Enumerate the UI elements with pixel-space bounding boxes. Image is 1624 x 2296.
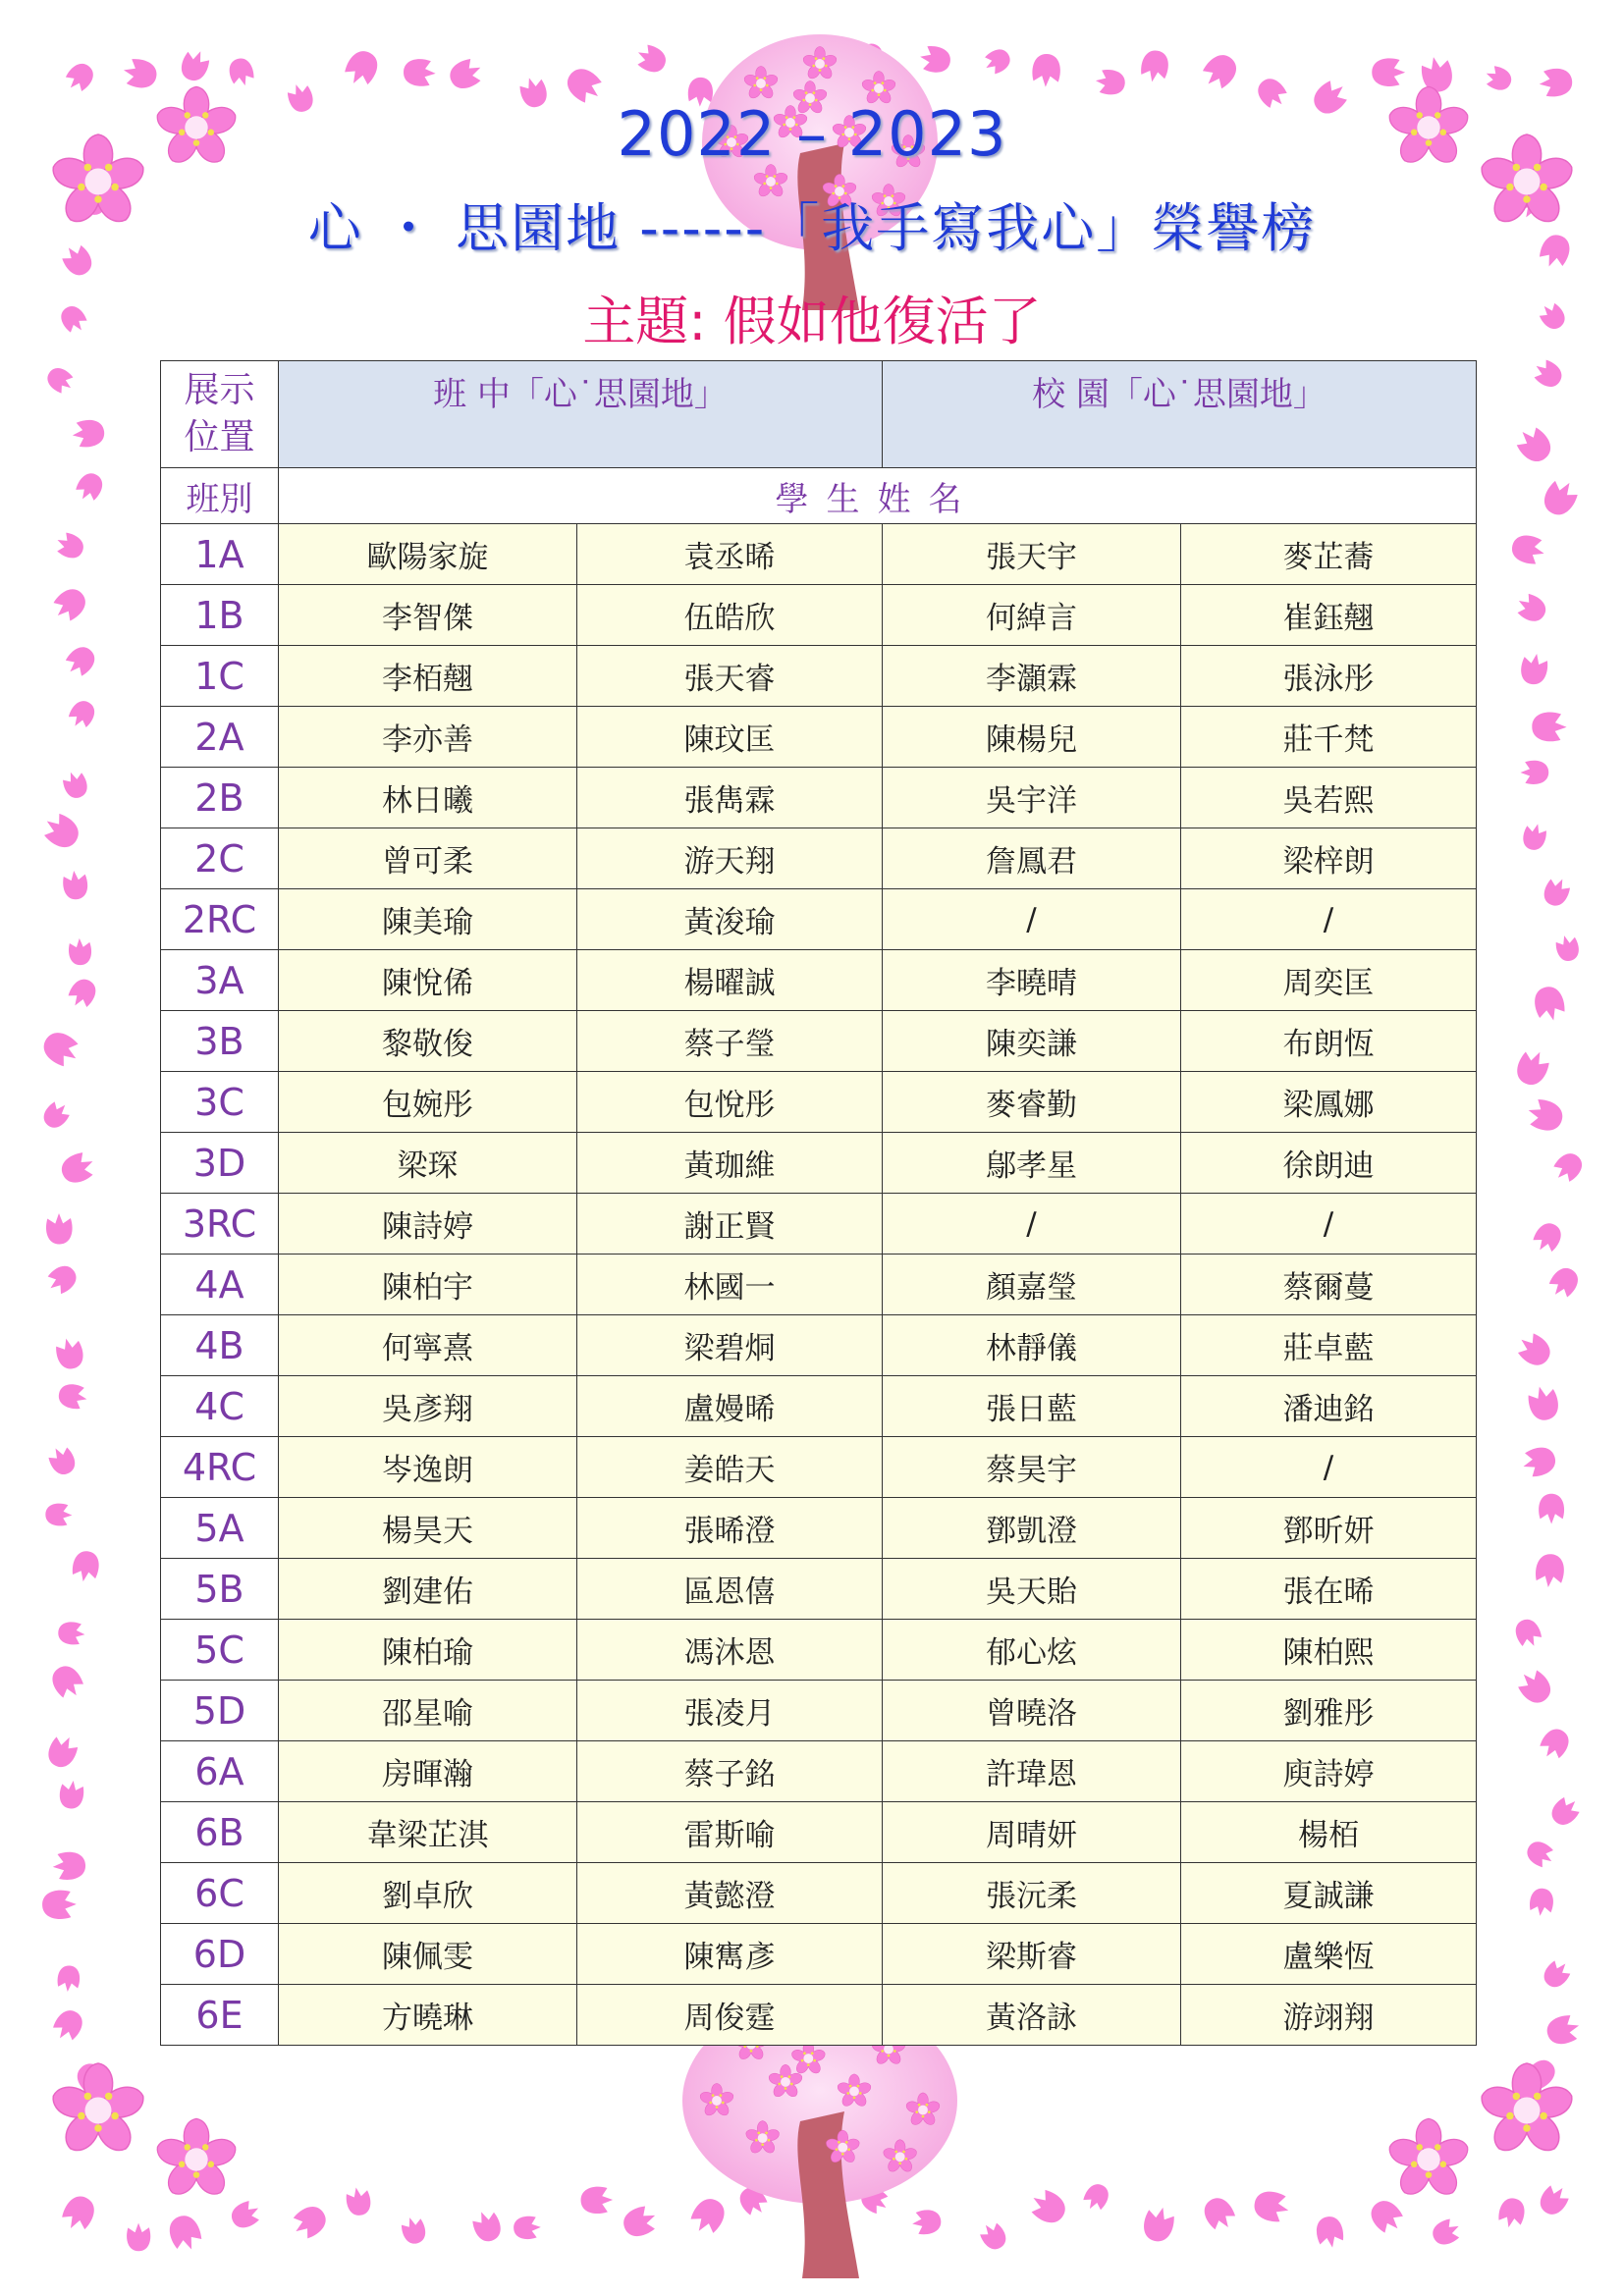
petal-icon [39,1097,74,1132]
table-row [161,1924,1477,1985]
table-row [161,950,1477,1011]
table-row [161,1255,1477,1315]
student-name-cell: 馮沐恩 [577,1620,883,1681]
display-position-header [161,361,279,468]
petal-icon [48,583,90,625]
student-name-cell: 包婉彤 [279,1072,577,1133]
student-name-cell: 楊栢 [1181,1802,1477,1863]
student-name-cell: 黃浚瑜 [577,889,883,950]
petal-icon [1026,2185,1071,2228]
student-name-cell: 陳玟匡 [577,707,883,768]
petal-icon [514,2216,542,2240]
petal-icon [1032,53,1061,87]
table-row [161,585,1477,646]
petal-icon [1512,422,1557,467]
table-row [161,1741,1477,1802]
student-name-cell: 雷斯喻 [577,1802,883,1863]
student-names-header: 學生姓名 [279,468,1477,524]
petal-icon [1524,1096,1566,1135]
class-cell: 6A [161,1741,279,1802]
student-name-cell: 鄔孝星 [883,1133,1181,1194]
student-name-cell: 盧嫚晞 [577,1376,883,1437]
student-name-cell: 梁琛 [279,1133,577,1194]
petal-icon [38,1027,84,1071]
student-name-cell: 林靜儀 [883,1315,1181,1376]
student-name-cell: 盧樂恆 [1181,1924,1477,1985]
petal-icon [1511,1616,1544,1651]
petal-icon [65,975,100,1012]
petal-icon [1198,49,1243,94]
class-cell: 5A [161,1498,279,1559]
petal-icon [1482,63,1514,93]
petal-icon [1139,48,1171,84]
class-cell: 5C [161,1620,279,1681]
petal-icon [52,1851,86,1881]
student-name-cell: 周奕匡 [1181,950,1477,1011]
student-name-cell: 陳柏熙 [1181,1620,1477,1681]
student-name-cell: 麥芷蕎 [1181,524,1477,585]
student-name-cell: 陳柏瑜 [279,1620,577,1681]
student-name-cell: 黃懿澄 [577,1863,883,1924]
petal-icon [976,2218,1010,2254]
student-name-cell: 梁斯睿 [883,1924,1181,1985]
student-name-cell: 張天宇 [883,524,1181,585]
petal-icon [71,418,106,449]
petal-icon [57,1148,98,1187]
student-name-cell: 周俊霆 [577,1985,883,2046]
student-name-cell: 張雋霖 [577,768,883,828]
cherry-blossom-icon [154,2118,240,2200]
petal-icon [58,2191,99,2235]
student-name-cell: 崔鈺翹 [1181,585,1477,646]
petal-icon [918,44,952,76]
class-cell: 4A [161,1255,279,1315]
petal-icon [228,2198,264,2232]
petal-icon [345,2185,373,2217]
student-name-cell: 鄧昕妍 [1181,1498,1477,1559]
petal-icon [1540,875,1573,910]
petal-icon [1523,1838,1557,1871]
student-name-cell: 方曉琳 [279,1985,577,2046]
student-name-cell: 楊昊天 [279,1498,577,1559]
petal-icon [58,1779,85,1809]
student-name-cell: 莊卓藍 [1181,1315,1477,1376]
petal-icon [1543,2012,1582,2048]
petal-icon [1532,712,1567,742]
class-cell: 4B [161,1315,279,1376]
class-cell: 5B [161,1559,279,1620]
petal-icon [121,56,159,90]
petal-icon [1539,1494,1564,1524]
petal-icon [1366,2195,1408,2238]
student-name-cell: / [1181,889,1477,950]
petal-icon [45,1503,73,1526]
petal-icon [1199,2193,1239,2235]
student-name-cell: 陳佩雯 [279,1924,577,1985]
petal-icon [1496,2196,1527,2230]
title-year: 2022 – 2023 [617,98,1007,170]
student-name-cell: 周晴妍 [883,1802,1181,1863]
student-name-cell: 姜皓天 [577,1437,883,1498]
header-row-sections [161,361,1477,468]
student-name-cell: 潘迪銘 [1181,1376,1477,1437]
table-row [161,1011,1477,1072]
petal-icon [46,1213,73,1245]
table-row [161,1863,1477,1924]
table-row [161,524,1477,585]
student-name-cell: 吳彥翔 [279,1376,577,1437]
class-cell: 3RC [161,1194,279,1255]
student-name-cell: 蔡子瑩 [577,1011,883,1072]
petal-icon [178,46,213,84]
petal-icon [399,2215,428,2247]
petal-icon [1520,822,1548,853]
table-row [161,646,1477,707]
petal-icon [403,58,436,86]
petal-icon [73,469,107,506]
petal-icon [1080,2180,1112,2215]
petal-icon [1520,761,1548,785]
student-name-cell: 麥睿勤 [883,1072,1181,1133]
student-name-cell: 曾可柔 [279,828,577,889]
student-name-cell: 徐朗迪 [1181,1133,1477,1194]
student-name-cell: 蔡昊宇 [883,1437,1181,1498]
petal-icon [1530,356,1566,392]
petal-icon [57,1621,85,1646]
cherry-blossom-icon [1386,2118,1472,2200]
petal-icon [1512,1045,1553,1089]
petal-icon [632,41,670,77]
table-row [161,1194,1477,1255]
class-cell: 5D [161,1681,279,1741]
student-name-cell: 劉雅彤 [1181,1681,1477,1741]
student-name-cell: 陳柏宇 [279,1255,577,1315]
class-cell: 1B [161,585,279,646]
petal-icon [1314,2215,1345,2250]
table-row [161,1376,1477,1437]
petal-icon [1536,1725,1573,1764]
class-cell: 2B [161,768,279,828]
student-name-cell: 吳若熙 [1181,768,1477,828]
student-name-cell: 劉建佑 [279,1559,577,1620]
petal-icon [1519,652,1550,687]
cherry-tree-icon [702,34,938,310]
title-theme: 主題: 假如他復活了 [582,291,1042,352]
petal-icon [1372,58,1405,86]
class-cell: 3A [161,950,279,1011]
table-row [161,1498,1477,1559]
student-name-cell: 游翊翔 [1181,1985,1477,2046]
student-name-cell: 鄧凱澄 [883,1498,1181,1559]
class-cell: 6B [161,1802,279,1863]
class-cell: 3C [161,1072,279,1133]
petal-icon [911,2209,943,2236]
petal-icon [1538,67,1573,98]
class-cell: 3D [161,1133,279,1194]
student-name-cell: 陳奕謙 [883,1011,1181,1072]
student-name-cell: 歐陽家旋 [279,524,577,585]
student-name-cell: 張天睿 [577,646,883,707]
student-name-cell: 伍皓欣 [577,585,883,646]
honor-roll-table [160,360,1477,2046]
petal-icon [1140,2204,1176,2244]
student-name-cell: 蔡子銘 [577,1741,883,1802]
student-name-cell: 陳寯彥 [577,1924,883,1985]
petal-icon [1513,590,1550,625]
petal-icon [341,46,383,90]
petal-icon [1529,1887,1555,1917]
petal-icon [43,363,78,397]
petal-icon [1509,532,1547,566]
table-row [161,1802,1477,1863]
student-name-cell: 許瑋恩 [883,1741,1181,1802]
class-cell: 6C [161,1863,279,1924]
petal-icon [43,1261,81,1299]
student-name-cell: 顏嘉瑩 [883,1255,1181,1315]
petal-icon [1535,1553,1566,1589]
petal-icon [62,59,98,96]
student-name-cell: 黎敬俊 [279,1011,577,1072]
cherry-blossom-icon [1478,2063,1576,2157]
student-name-cell: 陳詩婷 [279,1194,577,1255]
petal-icon [65,697,98,732]
student-name-cell: 李智傑 [279,585,577,646]
class-cell: 2A [161,707,279,768]
petal-icon [1513,1665,1556,1708]
table-row [161,1985,1477,2046]
student-name-cell: 游天翔 [577,828,883,889]
student-name-cell: 梁梓朗 [1181,828,1477,889]
table-row [161,1072,1477,1133]
petal-icon [60,769,90,802]
petal-icon [1546,1793,1583,1831]
petal-icon [53,1335,85,1371]
petal-icon [580,2186,613,2214]
student-name-cell: 劉卓欣 [279,1863,577,1924]
class-cell: 4RC [161,1437,279,1498]
student-name-cell: 張凌月 [577,1681,883,1741]
student-name-cell: 張在晞 [1181,1559,1477,1620]
table-row [161,768,1477,828]
student-name-cell: 李亦善 [279,707,577,768]
student-name-cell: / [1181,1194,1477,1255]
cherry-blossom-icon [49,2063,147,2157]
petal-icon [446,55,486,93]
petal-icon [620,2203,661,2241]
student-name-cell: 謝正賢 [577,1194,883,1255]
petal-icon [1519,1444,1558,1480]
student-name-cell: 房暉瀚 [279,1741,577,1802]
petal-icon [686,2193,731,2239]
table-row [161,1437,1477,1498]
student-name-cell: 黃珈維 [577,1133,883,1194]
class-cell: 6E [161,1985,279,2046]
class-cell: 6D [161,1924,279,1985]
display-position-line-1: 展示 [184,370,255,410]
student-name-cell: / [883,889,1181,950]
title-main: 心 ・ 思園地 ------「我手寫我心」榮譽榜 [307,197,1317,259]
petal-icon [1513,1329,1556,1371]
petal-icon [47,1661,88,1703]
student-name-cell: 黃洛詠 [883,1985,1181,2046]
student-name-cell: 包悅彤 [577,1072,883,1133]
student-name-cell: 曾曉洛 [883,1681,1181,1741]
petal-icon [43,1732,81,1772]
petal-icon [1532,984,1568,1024]
petal-icon [71,1549,102,1583]
student-name-cell: / [1181,1437,1477,1498]
class-cell: 2RC [161,889,279,950]
student-name-cell: 林日曦 [279,768,577,828]
table-row [161,1681,1477,1741]
petal-icon [127,2223,150,2252]
petal-icon [226,56,256,89]
class-section-header: 班 中「心˙思園地」 [279,361,883,468]
student-name-cell: 區恩僖 [577,1559,883,1620]
petal-icon [61,642,99,680]
table-row [161,1559,1477,1620]
student-name-cell: 陳悅俙 [279,950,577,1011]
student-name-cell: / [883,1194,1181,1255]
class-cell: 1A [161,524,279,585]
student-name-cell: 詹鳳君 [883,828,1181,889]
petal-icon [981,45,1014,78]
school-section-header: 校 園「心˙思園地」 [883,361,1477,468]
student-name-cell: 梁碧烔 [577,1315,883,1376]
student-name-cell: 莊千梵 [1181,707,1477,768]
student-name-cell: 李灝霖 [883,646,1181,707]
student-name-cell: 郁心炫 [883,1620,1181,1681]
petal-icon [49,2005,87,2045]
student-name-cell: 庾詩婷 [1181,1741,1477,1802]
petal-icon [1526,1383,1562,1423]
petal-icon [288,2201,331,2243]
petal-icon [1553,933,1581,963]
student-name-cell: 吳宇洋 [883,768,1181,828]
student-name-cell: 何綽言 [883,585,1181,646]
table-row [161,707,1477,768]
display-position-line-2: 位置 [184,417,255,457]
petal-icon [1539,475,1582,520]
petal-icon [68,937,91,966]
table-row [161,1315,1477,1376]
student-name-cell: 陳美瑜 [279,889,577,950]
student-name-cell: 張沅柔 [883,1863,1181,1924]
student-name-cell: 李栢翹 [279,646,577,707]
header-row-labels [161,468,1477,524]
student-name-cell: 陳楊兒 [883,707,1181,768]
class-cell: 2C [161,828,279,889]
student-name-cell: 岑逸朗 [279,1437,577,1498]
student-name-cell: 夏誠謙 [1181,1863,1477,1924]
petal-icon [45,1443,80,1479]
student-name-cell: 布朗恆 [1181,1011,1477,1072]
petal-icon [1252,2188,1292,2224]
student-name-cell: 吳天貽 [883,1559,1181,1620]
table-row [161,1133,1477,1194]
student-name-cell: 張晞澄 [577,1498,883,1559]
petal-icon [57,1382,89,1412]
student-name-cell: 林國一 [577,1255,883,1315]
petal-icon [1530,1218,1566,1256]
student-name-cell: 邵星喻 [279,1681,577,1741]
table-row [161,889,1477,950]
petal-icon [165,2212,205,2255]
petal-icon [1540,1956,1575,1992]
student-name-cell: 袁丞晞 [577,524,883,585]
petal-icon [1535,2181,1572,2219]
class-cell: 4C [161,1376,279,1437]
student-name-cell: 梁鳳娜 [1181,1072,1477,1133]
table-row [161,1620,1477,1681]
petal-icon [469,2207,505,2245]
table-row [161,828,1477,889]
petal-icon [1095,69,1126,96]
student-name-cell: 韋梁芷淇 [279,1802,577,1863]
petal-icon [52,529,86,561]
class-label-header: 班別 [161,468,279,524]
student-name-cell: 蔡爾蔓 [1181,1255,1477,1315]
student-name-cell: 李曉晴 [883,950,1181,1011]
petal-icon [62,870,89,901]
student-name-cell: 何寧熹 [279,1315,577,1376]
student-name-cell: 楊曜誠 [577,950,883,1011]
petal-icon [1549,1148,1587,1187]
petal-icon [1545,1263,1584,1303]
class-cell: 1C [161,646,279,707]
class-cell: 3B [161,1011,279,1072]
petal-icon [42,1890,77,1919]
petal-icon [38,809,84,853]
petal-icon [57,1965,81,1994]
student-name-cell: 張泳彤 [1181,646,1477,707]
petal-icon [1429,2216,1464,2249]
student-name-cell: 張日藍 [883,1376,1181,1437]
